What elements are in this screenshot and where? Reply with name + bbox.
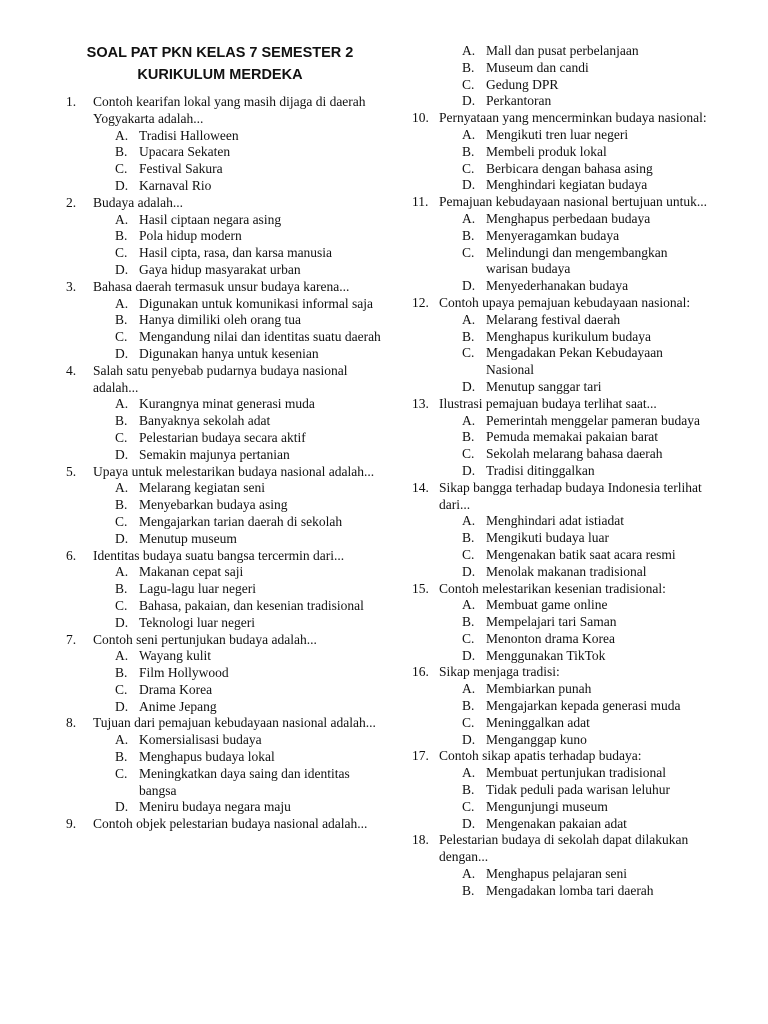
question (66, 279, 384, 296)
option-text: Meningkatkan daya saing dan identitas bangsa (139, 765, 350, 798)
option-letter: D. (115, 698, 129, 714)
option-letter: D. (462, 647, 476, 663)
answer-option (412, 816, 712, 833)
option-text: Melarang kegiatan seni (139, 480, 265, 496)
option-list (412, 127, 712, 194)
option-text: Pelestarian budaya secara aktif (139, 429, 306, 445)
answer-option (412, 93, 712, 110)
question (412, 748, 712, 765)
option-text: Banyaknya sekolah adat (139, 413, 271, 429)
question (412, 396, 712, 413)
option-list (412, 211, 712, 295)
option-letter: C. (115, 597, 128, 613)
option-letter: C. (115, 329, 128, 345)
answer-option (412, 345, 712, 379)
answer-option (412, 530, 712, 547)
option-letter: D. (462, 93, 476, 109)
answer-option (412, 161, 712, 178)
option-letter: A. (115, 396, 129, 412)
answer-option (66, 480, 384, 497)
option-letter: B. (115, 413, 128, 429)
option-text: Mengadakan Pekan Kebudayaan Nasional (486, 345, 663, 378)
option-text: Gedung DPR (486, 76, 559, 92)
option-list (412, 681, 712, 748)
option-letter: D. (115, 446, 129, 462)
option-letter: B. (462, 59, 475, 75)
option-text: Menghapus kurikulum budaya (486, 328, 651, 344)
question-number: 15. (412, 580, 429, 596)
question-text: Sikap menjaga tradisi: (439, 664, 560, 680)
option-text: Meninggalkan adat (486, 714, 590, 730)
answer-option (412, 245, 712, 279)
answer-option (66, 732, 384, 749)
option-letter: C. (115, 161, 128, 177)
question-number: 2. (66, 194, 77, 210)
option-text: Menghindari adat istiadat (486, 513, 624, 529)
option-list (66, 212, 384, 279)
answer-option (66, 749, 384, 766)
option-letter: B. (115, 581, 128, 597)
question-text: Contoh seni pertunjukan budaya adalah... (93, 631, 317, 647)
answer-option (412, 698, 712, 715)
answer-option (412, 211, 712, 228)
answer-option (66, 296, 384, 313)
option-text: Menganggap kuno (486, 731, 587, 747)
title-line-1: SOAL PAT PKN KELAS 7 SEMESTER 2 (86, 45, 354, 61)
option-text: Menggunakan TikTok (486, 647, 606, 663)
answer-option (412, 77, 712, 94)
answer-option (412, 278, 712, 295)
option-list (412, 43, 712, 110)
question (412, 295, 712, 312)
answer-option (412, 614, 712, 631)
answer-option (66, 564, 384, 581)
answer-option (412, 782, 712, 799)
option-letter: A. (115, 295, 129, 311)
option-letter: B. (115, 665, 128, 681)
answer-option (66, 665, 384, 682)
option-letter: C. (115, 681, 128, 697)
question (66, 464, 384, 481)
answer-option (412, 413, 712, 430)
question-text: Pernyataan yang mencerminkan budaya nasional: (439, 110, 707, 126)
question-number: 10. (412, 110, 429, 126)
answer-option (66, 447, 384, 464)
option-letter: D. (462, 378, 476, 394)
title-line-2: KURIKULUM MERDEKA (137, 67, 303, 83)
document-title (66, 0, 384, 94)
option-text: Kurangnya minat generasi muda (139, 396, 315, 412)
answer-option (66, 396, 384, 413)
answer-option (412, 547, 712, 564)
option-letter: B. (462, 782, 475, 798)
question (412, 664, 712, 681)
option-list (412, 513, 712, 580)
option-text: Menghapus perbedaan budaya (486, 210, 651, 226)
question-number: 16. (412, 664, 429, 680)
left-column (66, 0, 384, 833)
answer-option (412, 177, 712, 194)
option-list (66, 648, 384, 715)
option-text: Menutup museum (139, 530, 237, 546)
answer-option (412, 866, 712, 883)
question-number: 6. (66, 547, 77, 563)
answer-option (66, 699, 384, 716)
answer-option (66, 212, 384, 229)
answer-option (66, 531, 384, 548)
answer-option (66, 766, 384, 800)
answer-option (412, 228, 712, 245)
option-text: Hasil ciptaan negara asing (139, 211, 282, 227)
option-text: Bahasa, pakaian, dan kesenian tradisional (139, 597, 364, 613)
question (66, 816, 384, 833)
option-letter: D. (115, 614, 129, 630)
option-text: Pemerintah menggelar pameran budaya (486, 412, 701, 428)
question-text: Sikap bangga terhadap budaya Indonesia terlihat dari... (439, 479, 702, 512)
option-text: Menonton drama Korea (486, 630, 615, 646)
answer-option (66, 161, 384, 178)
option-text: Mengikuti budaya luar (486, 530, 609, 546)
option-text: Menutup sanggar tari (486, 378, 602, 394)
left-question-list (66, 94, 384, 833)
option-text: Menghindari kegiatan budaya (486, 177, 648, 193)
option-letter: B. (462, 530, 475, 546)
option-text: Menyeragamkan budaya (486, 227, 620, 243)
option-text: Lagu-lagu luar negeri (139, 581, 256, 597)
question-text: Ilustrasi pemajuan budaya terlihat saat... (439, 395, 657, 411)
answer-option (66, 329, 384, 346)
option-text: Mengenakan pakaian adat (486, 815, 627, 831)
option-letter: B. (115, 497, 128, 513)
question-text: Contoh kearifan lokal yang masih dijaga di daerah Yogyakarta adalah... (93, 94, 366, 126)
answer-option (412, 631, 712, 648)
option-letter: A. (115, 648, 129, 664)
option-letter: C. (115, 245, 128, 261)
answer-option (66, 497, 384, 514)
option-text: Meniru budaya negara maju (139, 799, 291, 815)
option-text: Digunakan hanya untuk kesenian (139, 345, 319, 361)
option-letter: D. (462, 462, 476, 478)
answer-option (412, 329, 712, 346)
question-number: 7. (66, 631, 77, 647)
option-list (66, 128, 384, 195)
option-letter: C. (115, 429, 128, 445)
option-text: Perkantoran (486, 93, 552, 109)
answer-option (412, 799, 712, 816)
option-letter: C. (462, 546, 475, 562)
option-text: Menyebarkan budaya asing (139, 497, 288, 513)
option-text: Pola hidup modern (139, 228, 242, 244)
option-letter: B. (462, 698, 475, 714)
answer-option (66, 346, 384, 363)
option-letter: A. (115, 211, 129, 227)
option-text: Mengandung nilai dan identitas suatu daerah (139, 329, 381, 345)
question-number: 5. (66, 463, 77, 479)
option-letter: B. (462, 328, 475, 344)
option-text: Menghapus pelajaran seni (486, 866, 627, 882)
answer-option (412, 60, 712, 77)
option-text: Tradisi ditinggalkan (486, 462, 595, 478)
option-letter: A. (462, 43, 476, 58)
answer-option (412, 765, 712, 782)
option-letter: D. (462, 731, 476, 747)
answer-option (412, 446, 712, 463)
question-text: Bahasa daerah termasuk unsur budaya karena... (93, 278, 350, 294)
option-text: Makanan cepat saji (139, 564, 244, 580)
answer-option (412, 883, 712, 900)
answer-option (412, 144, 712, 161)
option-letter: D. (462, 563, 476, 579)
option-text: Membuat game online (486, 597, 608, 613)
question-text: Contoh sikap apatis terhadap budaya: (439, 748, 642, 764)
option-letter: D. (115, 177, 129, 193)
option-letter: A. (462, 412, 476, 428)
option-text: Membiarkan punah (486, 681, 592, 697)
option-letter: C. (462, 714, 475, 730)
question-text: Salah satu penyebab pudarnya budaya nasional adalah... (93, 362, 348, 395)
answer-option (66, 514, 384, 531)
question-number: 11. (412, 194, 429, 210)
answer-option (412, 732, 712, 749)
answer-option (66, 144, 384, 161)
answer-option (412, 463, 712, 480)
option-letter: D. (115, 530, 129, 546)
option-letter: A. (462, 597, 476, 613)
question (412, 480, 712, 514)
option-letter: A. (115, 564, 129, 580)
option-letter: D. (462, 177, 476, 193)
option-letter: C. (462, 798, 475, 814)
question (66, 363, 384, 397)
question-text: Tujuan dari pemajuan kebudayaan nasional adalah... (93, 715, 376, 731)
option-text: Membuat pertunjukan tradisional (486, 765, 666, 781)
question-text: Pemajuan kebudayaan nasional bertujuan untuk... (439, 194, 708, 210)
answer-option (66, 682, 384, 699)
option-text: Mall dan pusat perbelanjaan (486, 43, 639, 58)
answer-option (66, 228, 384, 245)
question-text: Budaya adalah... (93, 194, 183, 210)
question-number: 3. (66, 278, 77, 294)
question (66, 548, 384, 565)
option-text: Mengikuti tren luar negeri (486, 126, 629, 142)
option-letter: B. (115, 144, 128, 160)
answer-option (66, 312, 384, 329)
option-letter: B. (115, 312, 128, 328)
option-text: Mengadakan lomba tari daerah (486, 882, 654, 898)
option-letter: A. (462, 866, 476, 882)
question (412, 581, 712, 598)
question-number: 14. (412, 479, 429, 495)
option-letter: D. (115, 799, 129, 815)
option-text: Komersialisasi budaya (139, 732, 262, 748)
question (412, 110, 712, 127)
option-letter: A. (462, 126, 476, 142)
option-list (412, 413, 712, 480)
answer-option (66, 245, 384, 262)
option-letter: A. (462, 210, 476, 226)
option-text: Teknologi luar negeri (139, 614, 256, 630)
answer-option (412, 43, 712, 60)
option-list (66, 480, 384, 547)
answer-option (412, 648, 712, 665)
option-letter: C. (462, 630, 475, 646)
question-number: 13. (412, 395, 429, 411)
option-list (66, 296, 384, 363)
option-text: Drama Korea (139, 681, 213, 697)
question (66, 94, 384, 128)
answer-option (412, 429, 712, 446)
option-text: Festival Sakura (139, 161, 223, 177)
question-text: Upaya untuk melestarikan budaya nasional adalah... (93, 463, 375, 479)
question-text: Contoh melestarikan kesenian tradisional: (439, 580, 666, 596)
question (66, 715, 384, 732)
option-text: Semakin majunya pertanian (139, 446, 290, 462)
answer-option (66, 128, 384, 145)
option-letter: A. (115, 127, 129, 143)
answer-option (412, 513, 712, 530)
option-text: Tradisi Halloween (139, 127, 239, 143)
option-text: Mengunjungi museum (486, 798, 608, 814)
option-text: Melarang festival daerah (486, 311, 621, 327)
question-text: Pelestarian budaya di sekolah dapat dilakukan dengan... (439, 832, 689, 865)
option-text: Mengajarkan tarian daerah di sekolah (139, 513, 343, 529)
question-number: 18. (412, 832, 429, 848)
option-list (412, 765, 712, 832)
question-text: Identitas budaya suatu bangsa tercermin dari... (93, 547, 345, 563)
option-letter: C. (462, 76, 475, 92)
option-text: Melindungi dan mengembangkan warisan budaya (486, 244, 668, 277)
option-letter: B. (462, 143, 475, 159)
option-letter: D. (115, 261, 129, 277)
question-text: Contoh objek pelestarian budaya nasional adalah... (93, 816, 368, 832)
option-text: Menghapus budaya lokal (139, 749, 275, 765)
question-text: Contoh upaya pemajuan kebudayaan nasional: (439, 294, 691, 310)
option-text: Menyederhanakan budaya (486, 278, 629, 294)
answer-option (66, 799, 384, 816)
option-text: Mengenakan batik saat acara resmi (486, 546, 676, 562)
option-list (66, 396, 384, 463)
option-text: Pemuda memakai pakaian barat (486, 429, 659, 445)
answer-option (412, 715, 712, 732)
option-letter: B. (115, 749, 128, 765)
option-letter: C. (462, 160, 475, 176)
answer-option (412, 681, 712, 698)
option-letter: C. (115, 513, 128, 529)
question (66, 195, 384, 212)
option-letter: B. (462, 882, 475, 898)
option-letter: C. (462, 345, 475, 361)
option-letter: A. (462, 311, 476, 327)
question-number: 1. (66, 94, 77, 109)
question-number: 9. (66, 816, 77, 832)
option-list (66, 564, 384, 631)
answer-option (66, 413, 384, 430)
option-list (412, 597, 712, 664)
option-letter: C. (462, 446, 475, 462)
option-text: Hasil cipta, rasa, dan karsa manusia (139, 245, 333, 261)
option-letter: A. (115, 480, 129, 496)
option-text: Wayang kulit (139, 648, 212, 664)
question-number: 4. (66, 362, 77, 378)
option-text: Hanya dimiliki oleh orang tua (139, 312, 301, 328)
answer-option (412, 127, 712, 144)
option-text: Film Hollywood (139, 665, 229, 681)
question (412, 194, 712, 211)
option-text: Museum dan candi (486, 59, 589, 75)
answer-option (66, 430, 384, 447)
answer-option (412, 597, 712, 614)
option-letter: D. (462, 815, 476, 831)
option-text: Anime Jepang (139, 698, 217, 714)
answer-option (66, 598, 384, 615)
answer-option (66, 178, 384, 195)
answer-option (412, 312, 712, 329)
right-question-list (412, 0, 712, 900)
answer-option (412, 379, 712, 396)
question-number: 17. (412, 748, 429, 764)
option-letter: B. (115, 228, 128, 244)
answer-option (66, 262, 384, 279)
answer-option (66, 648, 384, 665)
option-text: Upacara Sekaten (139, 144, 231, 160)
option-letter: D. (115, 345, 129, 361)
option-list (412, 312, 712, 396)
option-text: Gaya hidup masyarakat urban (139, 261, 301, 277)
option-text: Membeli produk lokal (486, 143, 607, 159)
option-letter: B. (462, 429, 475, 445)
answer-option (412, 564, 712, 581)
option-letter: B. (462, 614, 475, 630)
option-letter: A. (462, 681, 476, 697)
option-letter: A. (462, 513, 476, 529)
option-text: Sekolah melarang bahasa daerah (486, 446, 663, 462)
option-letter: D. (462, 278, 476, 294)
option-text: Tidak peduli pada warisan leluhur (486, 782, 670, 798)
option-text: Karnaval Rio (139, 177, 212, 193)
option-letter: C. (462, 244, 475, 260)
option-letter: C. (115, 765, 128, 781)
option-text: Berbicara dengan bahasa asing (486, 160, 653, 176)
question (66, 632, 384, 649)
option-text: Menolak makanan tradisional (486, 563, 647, 579)
question (412, 832, 712, 866)
option-letter: A. (462, 765, 476, 781)
answer-option (66, 615, 384, 632)
option-letter: A. (115, 732, 129, 748)
right-column (412, 0, 712, 900)
answer-option (66, 581, 384, 598)
option-list (66, 732, 384, 816)
question-number: 8. (66, 715, 77, 731)
option-text: Mengajarkan kepada generasi muda (486, 698, 681, 714)
question-number: 12. (412, 294, 429, 310)
option-list (412, 866, 712, 900)
option-letter: B. (462, 227, 475, 243)
option-text: Mempelajari tari Saman (486, 614, 617, 630)
option-text: Digunakan untuk komunikasi informal saja (139, 295, 373, 311)
